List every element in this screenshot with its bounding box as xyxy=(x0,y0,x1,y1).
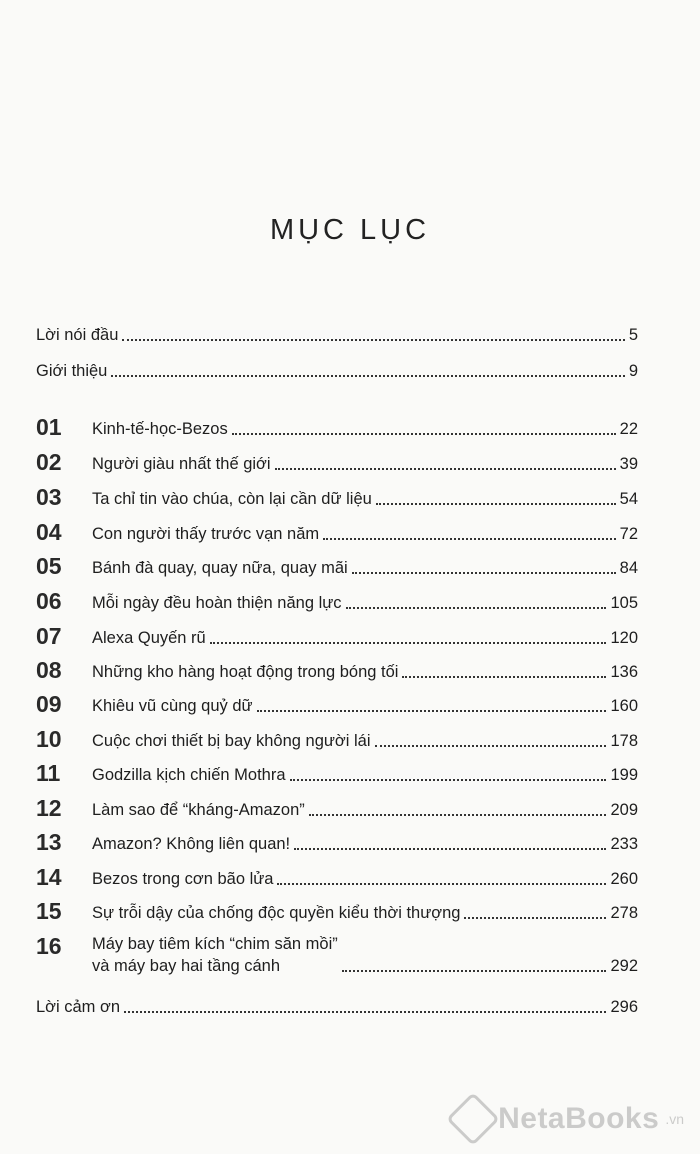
toc-entry-chapter-03[interactable] xyxy=(36,484,638,510)
toc-entry-page: 160 xyxy=(610,697,638,715)
watermark xyxy=(454,1100,684,1138)
toc-entry-chapter-08[interactable] xyxy=(36,657,638,683)
toc-entry-label: Ta chỉ tin vào chúa, còn lại cần dữ liệu xyxy=(92,490,372,508)
leader-dots xyxy=(352,572,616,574)
toc-entry-label: Người giàu nhất thế giới xyxy=(92,455,271,473)
chapter-number: 04 xyxy=(36,519,62,545)
toc-entry-label: Kinh-tế-học-Bezos xyxy=(92,420,228,438)
toc-entry-label: Mỗi ngày đều hoàn thiện năng lực xyxy=(92,594,342,612)
toc-entry-chapter-14[interactable] xyxy=(36,864,638,890)
toc-entry-label: Lời nói đầu xyxy=(36,326,119,344)
toc-entry-chapter-09[interactable] xyxy=(36,691,638,717)
leader-dots xyxy=(277,883,606,885)
watermark-brand: NetaBooks xyxy=(498,1102,660,1135)
leader-dots xyxy=(290,779,607,781)
toc-entry-label: Cuộc chơi thiết bị bay không người lái xyxy=(92,732,371,750)
toc-entry-chapter-04[interactable] xyxy=(36,519,638,545)
chapter-number: 15 xyxy=(36,898,62,924)
chapter-number: 11 xyxy=(36,760,61,786)
leader-dots xyxy=(122,339,624,341)
chapter-number: 07 xyxy=(36,623,62,649)
leader-dots xyxy=(376,503,616,505)
leader-dots xyxy=(232,433,616,435)
toc-entry-label: Con người thấy trước vạn năm xyxy=(92,525,320,543)
toc-entry-label: Lời cảm ơn xyxy=(36,998,120,1016)
page-title: MỤC LỤC xyxy=(269,214,431,246)
leader-dots xyxy=(309,814,607,816)
leader-dots xyxy=(275,468,616,470)
chapter-number: 16 xyxy=(36,933,62,959)
toc-entry-page: 120 xyxy=(610,629,638,647)
leader-dots xyxy=(111,375,624,377)
netabooks-logo-icon xyxy=(446,1092,500,1146)
toc-entry-page: 136 xyxy=(610,663,638,681)
leader-dots xyxy=(375,745,607,747)
leader-dots xyxy=(342,970,607,972)
toc-entry-page: 72 xyxy=(619,525,638,543)
leader-dots xyxy=(323,538,615,540)
chapter-number: 01 xyxy=(36,414,62,440)
toc-entry-page: 292 xyxy=(610,957,638,975)
toc-entry-page: 22 xyxy=(619,420,638,438)
leader-dots xyxy=(294,848,606,850)
chapter-number: 14 xyxy=(36,864,62,890)
leader-dots xyxy=(346,607,607,609)
watermark-suffix: .vn xyxy=(665,1111,684,1127)
toc-entry-chapter-13[interactable] xyxy=(36,829,638,855)
toc-entry-label-group xyxy=(92,933,338,977)
toc-entry-chapter-01[interactable] xyxy=(36,414,638,440)
toc-entry-label: Alexa Quyến rũ xyxy=(92,629,206,647)
toc-entry-label: Giới thiệu xyxy=(36,362,108,380)
toc-entry-introduction[interactable] xyxy=(36,360,638,382)
toc-entry-label: Làm sao để “kháng-Amazon” xyxy=(92,801,305,819)
toc-entry-chapter-07[interactable] xyxy=(36,623,638,649)
toc-entry-page: 9 xyxy=(628,362,638,380)
chapter-number: 08 xyxy=(36,657,62,683)
toc-entry-chapter-02[interactable] xyxy=(36,449,638,475)
toc-entry-label: Sự trỗi dậy của chống độc quyền kiểu thời thượng xyxy=(92,904,461,922)
chapter-number: 10 xyxy=(36,726,62,752)
chapter-number: 09 xyxy=(36,691,62,717)
chapter-number: 12 xyxy=(36,795,62,821)
toc-entry-preface[interactable] xyxy=(36,324,638,346)
leader-dots xyxy=(464,917,606,919)
toc-entry-acknowledgements[interactable] xyxy=(36,996,638,1018)
chapter-number: 05 xyxy=(36,553,62,579)
toc-entry-label: Máy bay tiêm kích “chim săn mồi” xyxy=(92,935,338,953)
toc-entry-chapter-12[interactable] xyxy=(36,795,638,821)
toc-entry-chapter-16[interactable] xyxy=(36,933,638,977)
toc-entry-page: 54 xyxy=(619,490,638,508)
leader-dots xyxy=(257,710,607,712)
toc-entry-label-line2: và máy bay hai tầng cánh xyxy=(92,957,281,975)
toc-entry-page: 260 xyxy=(610,870,638,888)
toc-entry-chapter-10[interactable] xyxy=(36,726,638,752)
leader-dots xyxy=(402,676,606,678)
chapter-number: 13 xyxy=(36,829,62,855)
chapter-number: 02 xyxy=(36,449,62,475)
toc-entry-label: Amazon? Không liên quan! xyxy=(92,835,291,853)
toc-entry-page: 84 xyxy=(619,559,638,577)
toc-entry-page: 199 xyxy=(610,766,638,784)
toc-entry-chapter-15[interactable] xyxy=(36,898,638,924)
toc-entry-page: 209 xyxy=(610,801,638,819)
toc-entry-label: Bezos trong cơn bão lửa xyxy=(92,870,274,888)
toc-entry-page: 233 xyxy=(610,835,638,853)
toc-entry-page: 105 xyxy=(610,594,638,612)
toc-entry-page: 178 xyxy=(610,732,638,750)
chapter-number: 03 xyxy=(36,484,62,510)
toc-entry-label: Khiêu vũ cùng quỷ dữ xyxy=(92,697,253,715)
toc-entry-label: Bánh đà quay, quay nữa, quay mãi xyxy=(92,559,348,577)
toc-entry-label: Những kho hàng hoạt động trong bóng tối xyxy=(92,663,399,681)
toc-entry-chapter-11[interactable] xyxy=(36,760,638,786)
toc-entry-page: 39 xyxy=(619,455,638,473)
toc-entry-chapter-05[interactable] xyxy=(36,553,638,579)
chapter-number: 06 xyxy=(36,588,62,614)
leader-dots xyxy=(124,1011,606,1013)
leader-dots xyxy=(210,642,607,644)
toc-entry-page: 5 xyxy=(628,326,638,344)
toc-entry-chapter-06[interactable] xyxy=(36,588,638,614)
toc-entry-page: 296 xyxy=(610,998,638,1016)
toc-entry-page: 278 xyxy=(610,904,638,922)
toc-entry-label: Godzilla kịch chiến Mothra xyxy=(92,766,286,784)
